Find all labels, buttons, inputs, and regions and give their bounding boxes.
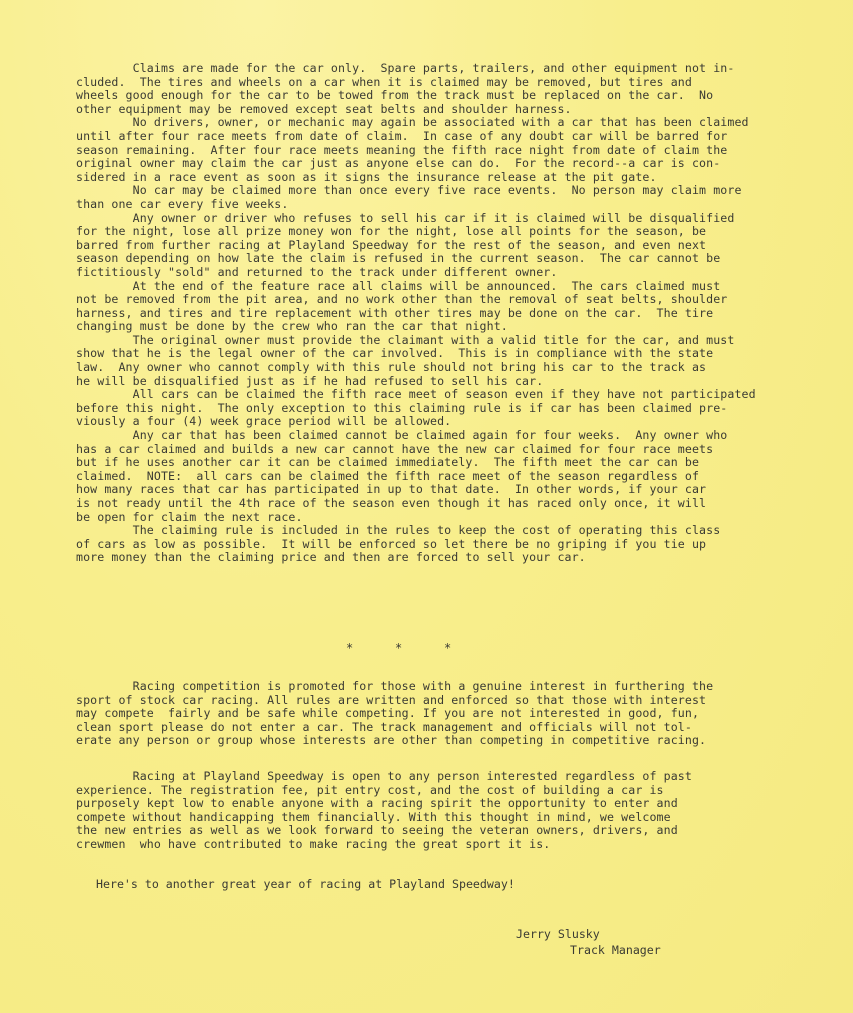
text-line: Racing at Playland Speedway is open to any person interested regardless of past (76, 768, 692, 783)
text-line: sidered in a race event as soon as it signs the insurance release at the pit gate. (76, 169, 657, 184)
text-line: claimed. NOTE: all cars can be claimed the fifth race meet of the season regardless of (76, 468, 700, 483)
text-line: has a car claimed and builds a new car cannot have the new car claimed for four race meets (76, 441, 714, 456)
text-line: sport of stock car racing. All rules are written and enforced so that those with interest (76, 692, 707, 707)
text-line: crewmen who have contributed to make racing the great sport it is. (76, 836, 551, 851)
text-line: barred from further racing at Playland Speedway for the rest of the season, and even next (76, 237, 707, 252)
text-line: for the night, lose all prize money won for the night, lose all points for the season, be (76, 224, 707, 239)
text-line: Any owner or driver who refuses to sell his car if it is claimed will be disqualified (76, 210, 735, 225)
separator-star: * (346, 641, 354, 655)
text-line: Any car that has been claimed cannot be claimed again for four weeks. Any owner who (76, 428, 728, 443)
text-line: original owner may claim the car just as anyone else can do. For the record--a car is con- (76, 156, 721, 171)
text-line: he will be disqualified just as if he had refused to sell his car. (76, 373, 544, 388)
text-line: other equipment may be removed except seat belts and shoulder harness. (76, 101, 572, 116)
paragraph (76, 184, 788, 211)
text-line: fictitiously "sold" and returned to the track under different owner. (76, 264, 558, 279)
text-line: erate any person or group whose interests are other than competing in competitive racing. (76, 733, 707, 748)
text-line: At the end of the feature race all claims will be announced. The cars claimed must (76, 278, 721, 293)
text-line: No drivers, owner, or mechanic may again be associated with a car that has been claimed (76, 115, 749, 130)
text-line: viously a four (4) week grace period will be allowed. (76, 414, 452, 429)
text-line: law. Any owner who cannot comply with this rule should not bring his car to the track as (76, 360, 707, 375)
text-line: show that he is the legal owner of the car involved. This is in compliance with the state (76, 346, 714, 361)
text-line: experience. The registration fee, pit entry cost, and the cost of building a car is (76, 782, 664, 797)
paragraph (76, 280, 788, 334)
paragraph (76, 429, 788, 524)
text-line: before this night. The only exception to this claiming rule is if car has been claimed pre- (76, 400, 728, 415)
text-line: cluded. The tires and wheels on a car when it is claimed may be removed, but tires and (76, 74, 692, 89)
text-line: may compete fairly and be safe while competing. If you are not interested in good, fun, (76, 706, 700, 721)
text-line: wheels good enough for the car to be towed from the track must be replaced on the car. No (76, 88, 714, 103)
text-line: the new entries as well as we look forward to seeing the veteran owners, drivers, and (76, 823, 678, 838)
text-line: until after four race meets from date of claim. In case of any doubt car will be barred for (76, 128, 728, 143)
signature-title: Track Manager (570, 943, 661, 957)
section-separator (0, 641, 853, 661)
paragraph (76, 116, 788, 184)
text-line: season depending on how late the claim is refused in the current season. The car cannot be (76, 251, 721, 266)
text-line: more money than the claiming price and then are forced to sell your car. (76, 550, 586, 565)
text-line: is not ready until the 4th race of the season even though it has raced only once, it will (76, 496, 707, 510)
paragraph (76, 388, 788, 429)
text-line: clean sport please do not enter a car. The track management and officials will not tol- (76, 719, 692, 734)
text-line: not be removed from the pit area, and no work other than the removal of seat belts, shoulder (76, 292, 728, 307)
text-line: The original owner must provide the claimant with a valid title for the car, and must (76, 332, 735, 347)
text-line: than one car every five weeks. (76, 196, 289, 211)
text-line: Racing competition is promoted for those with a genuine interest in furthering the (76, 679, 714, 693)
text-line: harness, and tires and tire replacement with other tires may be done on the car. The tire (76, 305, 714, 320)
text-line: purposely kept low to enable anyone with a racing spirit the opportunity to enter and (76, 796, 678, 811)
paragraph (76, 62, 788, 116)
separator-star: * (395, 641, 403, 655)
paragraph (76, 334, 788, 388)
signature-name: Jerry Slusky (516, 927, 600, 941)
text-line: how many races that car has participated in up to that date. In other words, if your car (76, 482, 707, 497)
text-line: Claims are made for the car only. Spare parts, trailers, and other equipment not in- (76, 61, 735, 75)
paragraph (76, 212, 788, 280)
text-line: The claiming rule is included in the rules to keep the cost of operating this class (76, 523, 721, 538)
closing-line: Here's to another great year of racing at Playland Speedway! (96, 877, 515, 891)
text-line: of cars as low as possible. It will be enforced so let there be no griping if you tie up (76, 536, 707, 551)
paragraph (76, 524, 788, 565)
closing-remarks-section (76, 680, 788, 852)
separator-star: * (444, 641, 452, 655)
text-line: All cars can be claimed the fifth race meet of season even if they have not participated (76, 387, 756, 402)
paragraph (76, 680, 788, 748)
text-line: changing must be done by the crew who ran the car that night. (76, 319, 508, 334)
text-line: No car may be claimed more than once every five race events. No person may claim more (76, 183, 742, 198)
text-line: compete without handicapping them financially. With this thought in mind, we welcome (76, 809, 671, 824)
paragraph (76, 770, 788, 852)
text-line: be open for claim the next race. (76, 509, 303, 524)
claims-rules-section (76, 62, 788, 565)
text-line: season remaining. After four race meets meaning the fifth race night from date of claim the (76, 142, 728, 157)
text-line: but if he uses another car it can be claimed immediately. The fifth meet the car can be (76, 455, 700, 470)
